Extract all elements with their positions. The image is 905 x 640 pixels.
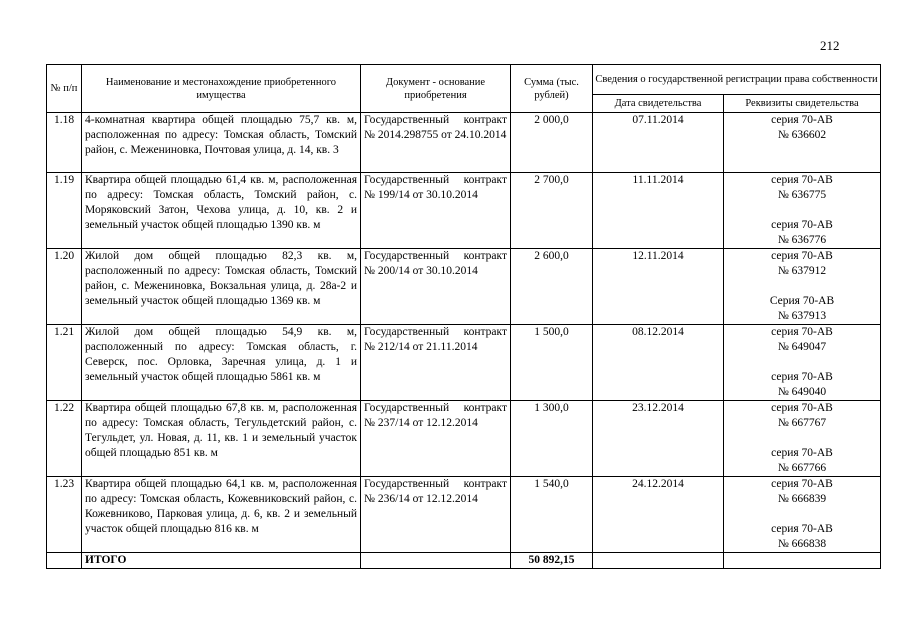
certificate-number: № 636602: [777, 129, 827, 141]
certificate-number: № 649047: [777, 341, 827, 353]
page-number: 212: [820, 38, 840, 53]
certificate-number: № 666839: [777, 493, 827, 505]
total-label: ИТОГО: [82, 553, 361, 569]
certificate-date: 11.11.2014: [593, 173, 724, 249]
row-number: 1.22: [47, 401, 82, 477]
basis-document: Государственный контракт № 237/14 от 12.12.2014: [361, 401, 511, 477]
table-row: [47, 401, 881, 477]
total-sum: 50 892,15: [511, 553, 593, 569]
amount: 1 300,0: [511, 401, 593, 477]
table-row: [47, 249, 881, 325]
property-description: Квартира общей площадью 64,1 кв. м, расположенная по адресу: Томская область, Кожевниковский район, с. Кожевниково, Парковая улица, д. 6, кв. 2 и земельный участок общей площадью 816 кв. м: [82, 477, 361, 553]
table-row: [47, 113, 881, 173]
certificate-requisites: [724, 477, 881, 553]
table-footer: [47, 553, 881, 569]
property-description: Жилой дом общей площадью 82,3 кв. м, расположенный по адресу: Томская область, Томский район, с. Межениновка, Вокзальная улица, д. 28а-2 и земельный участок общей площадью 1369 кв. м: [82, 249, 361, 325]
property-description: Квартира общей площадью 61,4 кв. м, расположенная по адресу: Томская область, Томский район, с. Моряковский Затон, Чехова улица, д. 10, кв. 2 и земельный участок общей площадью 1390 кв. м: [82, 173, 361, 249]
table-header: [47, 65, 881, 113]
property-description: Квартира общей площадью 67,8 кв. м, расположенная по адресу: Томская область, Тегульдетский район, с. Тегульдет, ул. Новая, д. 11, кв. 1 и земельный участок общей площадью 851 кв. м: [82, 401, 361, 477]
row-number: 1.19: [47, 173, 82, 249]
total-row: [47, 553, 881, 569]
property-description: Жилой дом общей площадью 54,9 кв. м, расположенный по адресу: Томская область, г. Северск, пос. Орловка, Заречная улица, д. 1 и земельный участок общей площадью 5861 кв. м: [82, 325, 361, 401]
amount: 1 500,0: [511, 325, 593, 401]
certificate-number: № 649040: [777, 386, 827, 398]
basis-document: Государственный контракт № 236/14 от 12.12.2014: [361, 477, 511, 553]
certificate-series: серия 70-АВ: [771, 250, 833, 262]
row-number: 1.23: [47, 477, 82, 553]
basis-document: Государственный контракт № 2014.298755 от 24.10.2014: [361, 113, 511, 173]
certificate-series: серия 70-АВ: [771, 371, 833, 383]
certificate-series: серия 70-АВ: [771, 174, 833, 186]
certificate-requisites: [724, 401, 881, 477]
row-number: 1.20: [47, 249, 82, 325]
certificate-series: серия 70-АВ: [771, 402, 833, 414]
requisites-spacer: [727, 279, 877, 294]
certificate-number: № 637913: [777, 310, 827, 322]
total-date-cell: [593, 553, 724, 569]
certificate-series: серия 70-АВ: [771, 326, 833, 338]
header-num: № п/п: [47, 65, 82, 113]
header-name: Наименование и местонахождение приобретенного имущества: [82, 65, 361, 113]
certificate-series: Серия 70-АВ: [769, 295, 835, 307]
certificate-date: 07.11.2014: [593, 113, 724, 173]
certificate-requisites: [724, 249, 881, 325]
certificate-date: 08.12.2014: [593, 325, 724, 401]
amount: 2 000,0: [511, 113, 593, 173]
basis-document: Государственный контракт № 212/14 от 21.11.2014: [361, 325, 511, 401]
basis-document: Государственный контракт № 200/14 от 30.10.2014: [361, 249, 511, 325]
certificate-requisites: [724, 173, 881, 249]
header-registration-group: Сведения о государственной регистрации права собственности: [593, 65, 881, 95]
amount: 2 700,0: [511, 173, 593, 249]
header-sum: Сумма (тыс. рублей): [511, 65, 593, 113]
certificate-number: № 667767: [777, 417, 827, 429]
property-acquisition-table: [46, 64, 881, 569]
certificate-date: 23.12.2014: [593, 401, 724, 477]
certificate-series: серия 70-АВ: [771, 219, 833, 231]
certificate-number: № 667766: [777, 462, 827, 474]
certificate-number: № 636776: [777, 234, 827, 246]
certificate-series: серия 70-АВ: [771, 523, 833, 535]
certificate-number: № 636775: [777, 189, 827, 201]
basis-document: Государственный контракт № 199/14 от 30.10.2014: [361, 173, 511, 249]
certificate-requisites: [724, 113, 881, 173]
property-description: 4-комнатная квартира общей площадью 75,7 кв. м, расположенная по адресу: Томская область, Томский район, с. Межениновка, Почтовая улица, д. 14, кв. 3: [82, 113, 361, 173]
table-row: [47, 477, 881, 553]
requisites-spacer: [727, 431, 877, 446]
row-number: 1.21: [47, 325, 82, 401]
certificate-series: серия 70-АВ: [771, 478, 833, 490]
certificate-requisites: [724, 325, 881, 401]
total-num-cell: [47, 553, 82, 569]
table-body: [47, 113, 881, 553]
certificate-series: серия 70-АВ: [771, 447, 833, 459]
header-certificate-date: Дата свидетельства: [593, 95, 724, 113]
row-number: 1.18: [47, 113, 82, 173]
amount: 1 540,0: [511, 477, 593, 553]
certificate-date: 24.12.2014: [593, 477, 724, 553]
requisites-spacer: [727, 203, 877, 218]
total-doc-cell: [361, 553, 511, 569]
amount: 2 600,0: [511, 249, 593, 325]
table-row: [47, 325, 881, 401]
table-row: [47, 173, 881, 249]
requisites-spacer: [727, 355, 877, 370]
certificate-number: № 637912: [777, 265, 827, 277]
certificate-date: 12.11.2014: [593, 249, 724, 325]
certificate-number: № 666838: [777, 538, 827, 550]
header-document: Документ - основание приобретения: [361, 65, 511, 113]
requisites-spacer: [727, 507, 877, 522]
header-certificate-requisites: Реквизиты свидетельства: [724, 95, 881, 113]
certificate-series: серия 70-АВ: [771, 114, 833, 126]
total-req-cell: [724, 553, 881, 569]
